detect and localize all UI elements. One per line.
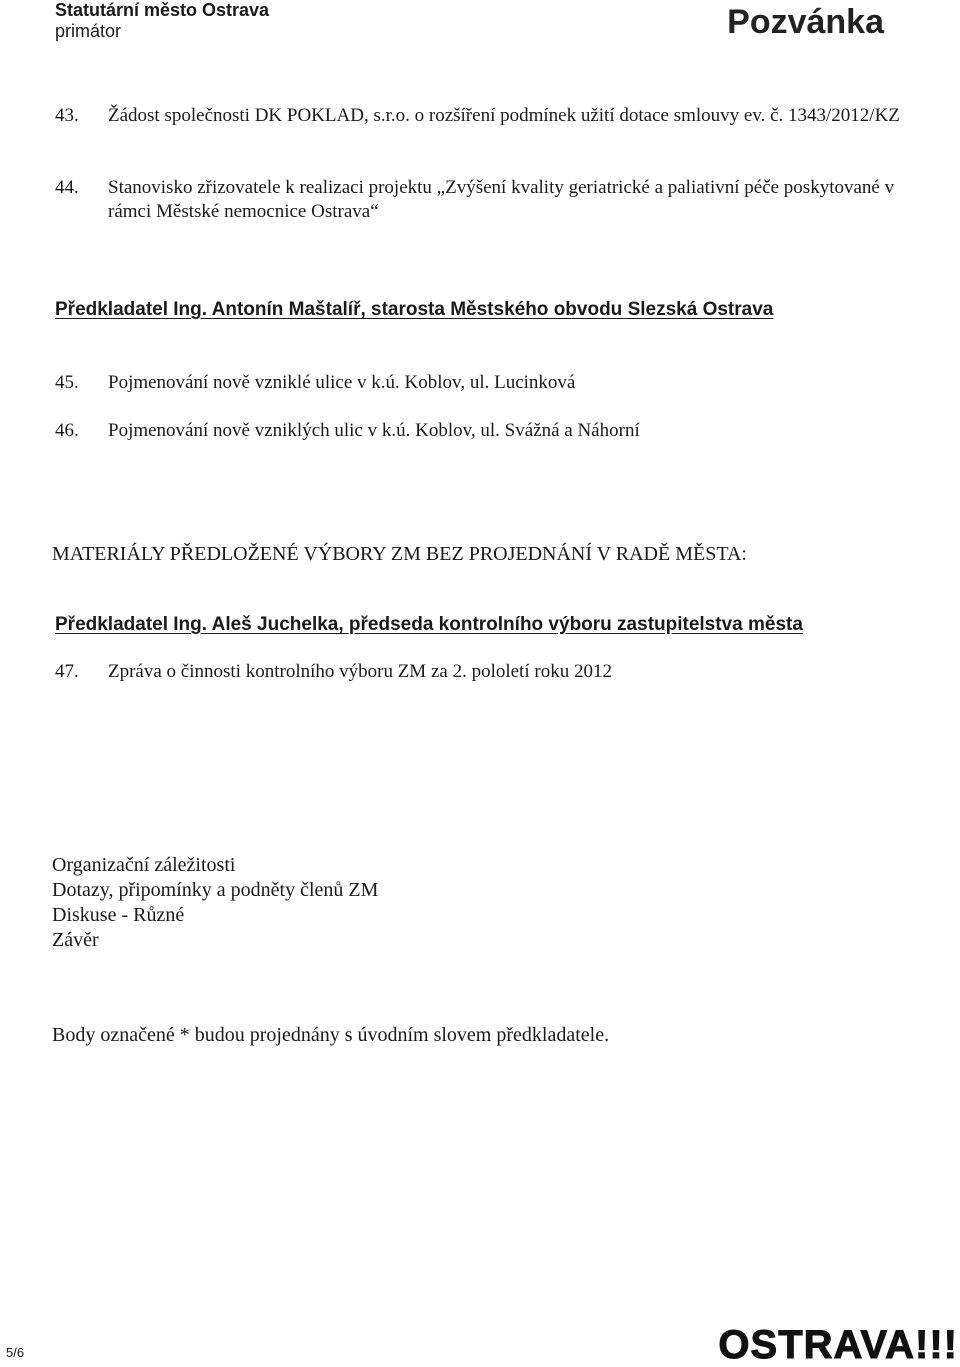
- agenda-item-text: Zpráva o činnosti kontrolního výboru ZM za 2. pololetí roku 2012: [108, 661, 612, 682]
- organization-name: Statutární město Ostrava: [55, 0, 270, 20]
- footnote: Body označené * budou projednány s úvodním slovem předkladatele.: [52, 1024, 610, 1046]
- closing-item: Organizační záležitosti: [52, 854, 236, 876]
- presenter-heading: Předkladatel Ing. Antonín Maštalíř, starosta Městského obvodu Slezská Ostrava: [55, 299, 774, 320]
- agenda-item-text: Pojmenování nově vzniklých ulic v k.ú. Koblov, ul. Svážná a Náhorní: [108, 420, 640, 441]
- page-number: 5/6: [6, 1345, 25, 1360]
- presenter-heading: Předkladatel Ing. Aleš Juchelka, předseda kontrolního výboru zastupitelstva města: [55, 614, 803, 635]
- agenda-item-text: Stanovisko zřizovatele k realizaci projektu „Zvýšení kvality geriatrické a paliativní péče poskytované v rámci Městské nemocnice Ostrava“: [108, 177, 895, 222]
- closing-item: Dotazy, připomínky a podněty členů ZM: [52, 879, 379, 901]
- agenda-item-number: 43.: [55, 105, 79, 126]
- agenda-item-number: 46.: [55, 420, 79, 441]
- agenda-item-number: 44.: [55, 177, 79, 198]
- agenda-item-number: 45.: [55, 372, 79, 393]
- document-title: Pozvánka: [727, 3, 884, 41]
- agenda-item-number: 47.: [55, 661, 79, 682]
- agenda-item-text: Žádost společnosti DK POKLAD, s.r.o. o rozšíření podmínek užití dotace smlouvy ev. č. 1343/2012/KZ: [108, 105, 900, 126]
- organization-role: primátor: [55, 21, 122, 41]
- closing-item: Diskuse - Různé: [52, 904, 185, 926]
- ostrava-logo: OSTRAVA!!!: [718, 1323, 958, 1367]
- closing-item: Závěr: [52, 929, 99, 951]
- agenda-item-text: Pojmenování nově vzniklé ulice v k.ú. Koblov, ul. Lucinková: [108, 372, 576, 393]
- section-heading: MATERIÁLY PŘEDLOŽENÉ VÝBORY ZM BEZ PROJEDNÁNÍ V RADĚ MĚSTA:: [52, 543, 747, 565]
